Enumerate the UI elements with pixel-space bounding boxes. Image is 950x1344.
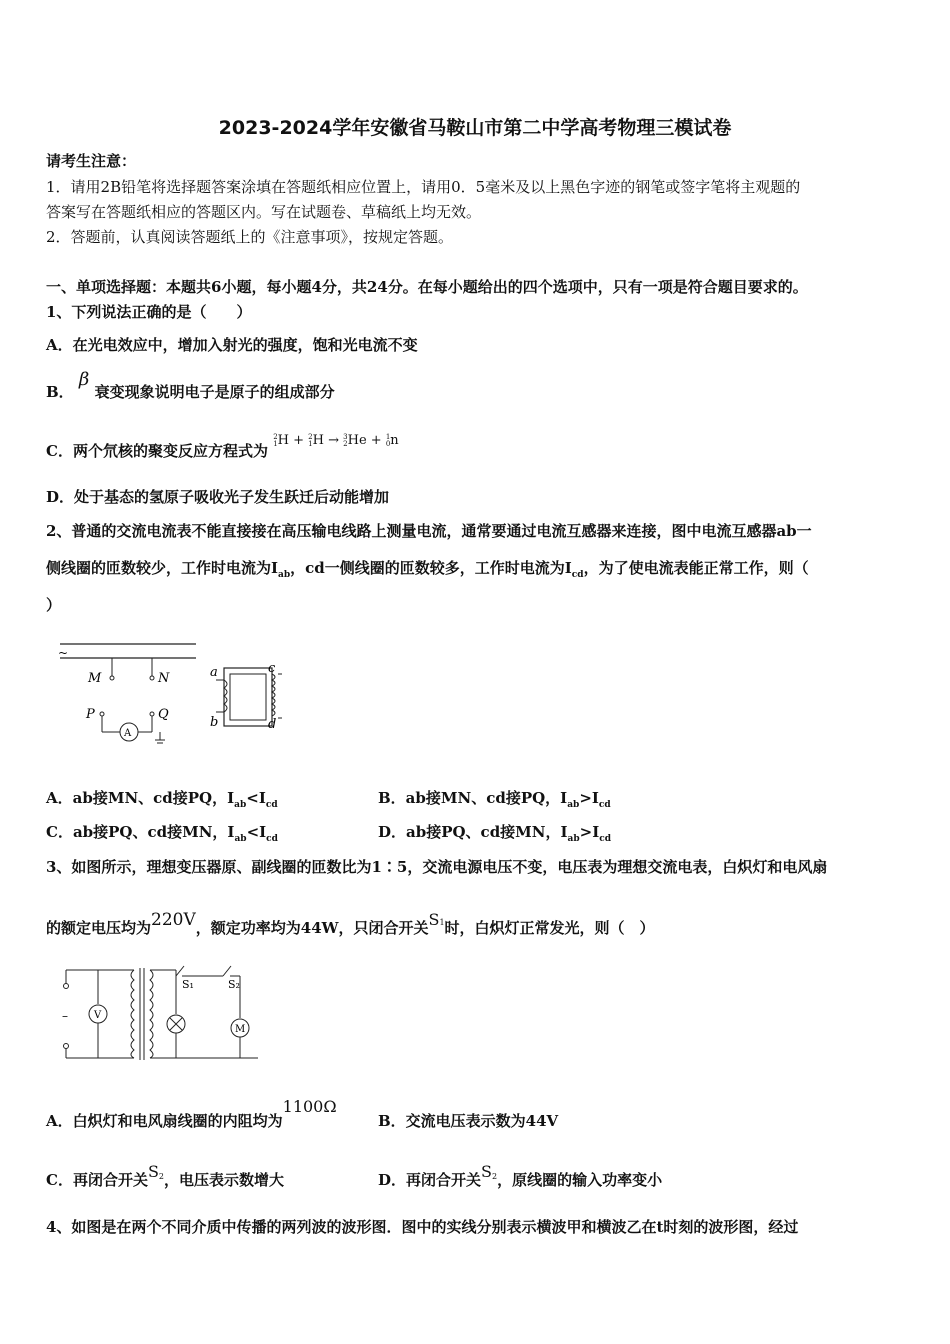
current-transformer-figure — [52, 638, 292, 750]
ammeter-label: A — [124, 728, 132, 739]
transformer-circuit-figure — [58, 962, 278, 1066]
q3-line-2: 的额定电压均为220V，额定功率均为44W，只闭合开关$S^1$时，白炽灯正常发光，则（ ） — [46, 910, 655, 937]
notice-line-2: 2．答题前，认真阅读答题纸上的《注意事项》，按规定答题。 — [46, 228, 454, 246]
q1-option-b: B． β 衰变现象说明电子是原子的组成部分 — [46, 369, 335, 401]
svg-text:a: a — [210, 665, 218, 680]
svg-text:d: d — [268, 717, 277, 732]
q1-stem: 1、下列说法正确的是（ ） — [46, 303, 252, 321]
notice-line-1b: 答案写在答题纸相应的答题区内。写在试题卷、草稿纸上均无效。 — [46, 203, 482, 221]
q4-line-1: 4、如图是在两个不同介质中传播的两列波的波形图．图中的实线分别表示横波甲和横波乙在t时刻的波形图，经过 — [46, 1218, 799, 1236]
svg-text:Q: Q — [158, 707, 169, 722]
beta-symbol: β — [78, 369, 90, 390]
q2-line-2: 侧线圈的匝数较少，工作时电流为$I_{ab}$，cd一侧线圈的匝数较多，工作时电流为$I_{cd}$，为了使电流表能正常工作，则（ — [46, 559, 809, 580]
svg-text:P: P — [86, 707, 95, 722]
svg-text:–: – — [62, 1009, 68, 1023]
q1-option-c: C．两个氘核的聚变反应方程式为 2 1H + 2 1H → 3 2He + 1 0n — [46, 432, 399, 460]
ac-tilde: ~ — [58, 646, 69, 660]
svg-text:N: N — [158, 671, 170, 686]
q3-option-c: C．再闭合开关$S^2$，电压表示数增大 — [46, 1162, 285, 1189]
voltmeter-label: V — [94, 1010, 102, 1021]
q2-line-3: ） — [46, 596, 62, 614]
notice-line-1a: 1．请用2B铅笔将选择题答案涂填在答题纸相应位置上，请用0．5毫米及以上黑色字迹的钢笔或签字笔将主观题的 — [46, 178, 801, 196]
fusion-equation: 2 1H + 2 1H → 3 2He + 1 0n — [273, 432, 399, 448]
notice-heading: 请考生注意： — [46, 152, 137, 170]
svg-text:b: b — [210, 715, 219, 730]
fan-motor-label: M — [235, 1024, 246, 1035]
q2-option-c: C．ab接PQ、cd接MN，$I_{ab}<I_{cd}$ — [46, 823, 278, 844]
section-heading: 一、单项选择题：本题共6小题，每小题4分，共24分。在每小题给出的四个选项中，只有一项是符合题目要求的。 — [46, 278, 808, 296]
q2-option-d: D．ab接PQ、cd接MN，$I_{ab}>I_{cd}$ — [378, 823, 612, 844]
q2-option-b: B．ab接MN、cd接PQ，$I_{ab}>I_{cd}$ — [378, 789, 611, 810]
svg-text:M: M — [88, 671, 102, 686]
q3-option-a: A．白炽灯和电风扇线圈的内阻均为1100Ω — [46, 1097, 337, 1130]
svg-text:S₂: S₂ — [228, 978, 240, 991]
q1-option-a: A．在光电效应中，增加入射光的强度，饱和光电流不变 — [46, 336, 418, 354]
svg-text:S₁: S₁ — [182, 978, 194, 991]
q3-line-1: 3、如图所示，理想变压器原、副线圈的匝数比为1∶5，交流电源电压不变，电压表为理想交流电表，白炽灯和电风扇 — [46, 858, 828, 876]
q1-option-d: D．处于基态的氢原子吸收光子发生跃迁后动能增加 — [46, 488, 390, 506]
q3-option-b: B．交流电压表示数为44V — [378, 1112, 559, 1130]
q3-option-d: D．再闭合开关$S^2$，原线圈的输入功率变小 — [378, 1162, 663, 1189]
q2-line-1: 2、普通的交流电流表不能直接接在高压输电线路上测量电流，通常要通过电流互感器来连接，图中电流互感器ab一 — [46, 522, 812, 540]
q2-option-a: A．ab接MN、cd接PQ，$I_{ab}<I_{cd}$ — [46, 789, 278, 810]
page-title: 2023-2024学年安徽省马鞍山市第二中学高考物理三模试卷 — [218, 117, 732, 139]
svg-text:c: c — [268, 661, 276, 676]
